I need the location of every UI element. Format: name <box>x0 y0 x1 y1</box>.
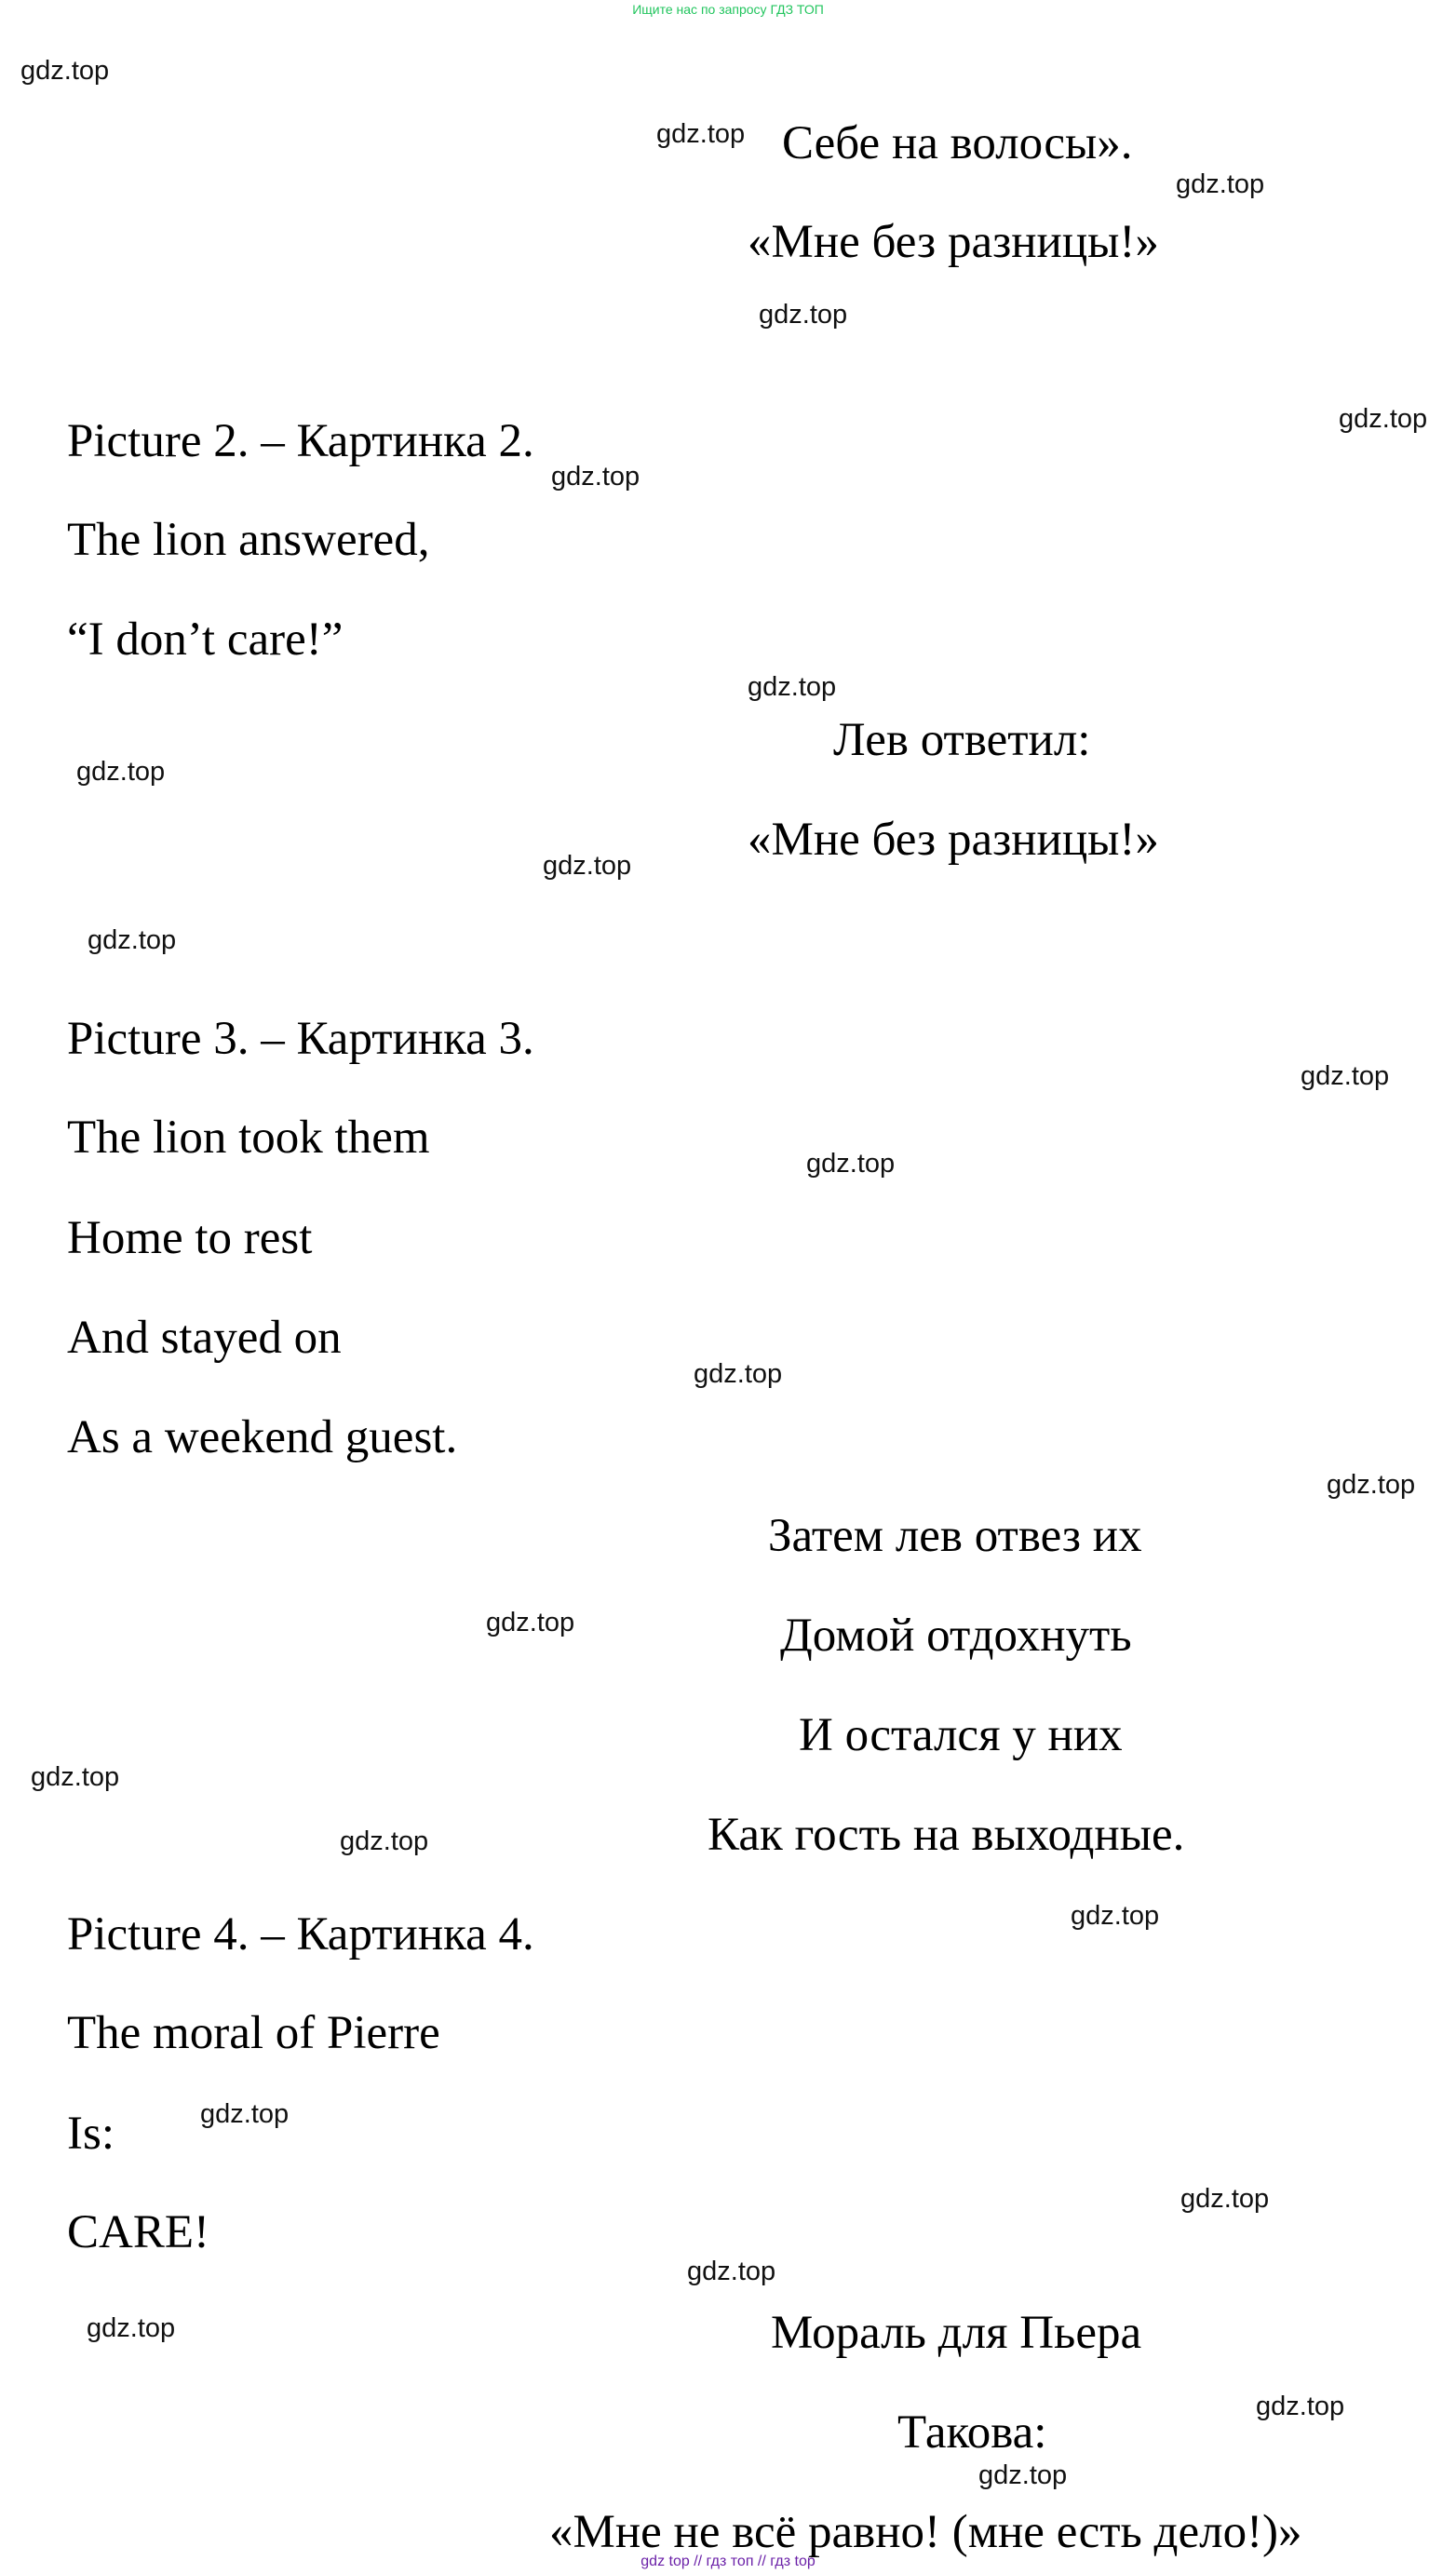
watermark: gdz.top <box>551 462 640 492</box>
watermark: gdz.top <box>1301 1061 1390 1091</box>
ru-line: Мораль для Пьера <box>771 2307 1142 2359</box>
top-banner[interactable]: Ищите нас по запросу ГДЗ ТОП <box>632 2 824 17</box>
watermark: gdz.top <box>340 1826 429 1856</box>
watermark: gdz.top <box>1180 2184 1270 2214</box>
ru-line: «Мне не всё равно! (мне есть дело!)» <box>549 2506 1302 2558</box>
watermark: gdz.top <box>1176 169 1265 199</box>
watermark: gdz.top <box>88 925 177 955</box>
picture-4-title: Picture 4. – Картинка 4. <box>67 1908 534 1961</box>
en-line: The lion took them <box>67 1112 430 1164</box>
watermark: gdz.top <box>76 757 166 787</box>
en-line: As a weekend guest. <box>67 1411 458 1463</box>
watermark: gdz.top <box>687 2257 776 2286</box>
en-line: Is: <box>67 2108 115 2160</box>
watermark: gdz.top <box>20 56 110 86</box>
watermark: gdz.top <box>656 119 746 149</box>
ru-line: Лев ответил: <box>833 714 1091 766</box>
footer-links[interactable]: gdz top // гдз топ // гдз top <box>640 2554 816 2569</box>
watermark: gdz.top <box>200 2099 290 2129</box>
watermark: gdz.top <box>31 1762 120 1792</box>
watermark: gdz.top <box>759 300 848 330</box>
ru-line: «Мне без разницы!» <box>748 814 1159 866</box>
en-line: “I don’t care!” <box>67 613 344 666</box>
en-line: CARE! <box>67 2206 209 2258</box>
en-line: And stayed on <box>67 1312 342 1364</box>
picture-2-title: Picture 2. – Картинка 2. <box>67 415 534 467</box>
watermark: gdz.top <box>87 2313 176 2343</box>
ru-line: Домой отдохнуть <box>780 1610 1132 1662</box>
watermark: gdz.top <box>694 1359 783 1389</box>
ru-line: Затем лев отвез их <box>768 1510 1142 1562</box>
watermark: gdz.top <box>978 2460 1068 2490</box>
ru-line: «Мне без разницы!» <box>748 216 1159 268</box>
picture-3-title: Picture 3. – Картинка 3. <box>67 1013 534 1065</box>
ru-line: Себе на волосы». <box>782 117 1133 169</box>
watermark: gdz.top <box>748 672 837 702</box>
watermark: gdz.top <box>543 851 632 881</box>
watermark: gdz.top <box>1256 2392 1345 2421</box>
en-line: The lion answered, <box>67 514 430 566</box>
watermark: gdz.top <box>1071 1901 1160 1931</box>
ru-line: И остался у них <box>799 1709 1123 1761</box>
ru-line: Такова: <box>897 2406 1047 2459</box>
en-line: The moral of Pierre <box>67 2007 440 2059</box>
watermark: gdz.top <box>1339 404 1428 434</box>
ru-line: Как гость на выходные. <box>708 1809 1185 1861</box>
watermark: gdz.top <box>806 1149 896 1179</box>
watermark: gdz.top <box>486 1608 575 1637</box>
watermark: gdz.top <box>1327 1470 1416 1500</box>
en-line: Home to rest <box>67 1212 313 1264</box>
